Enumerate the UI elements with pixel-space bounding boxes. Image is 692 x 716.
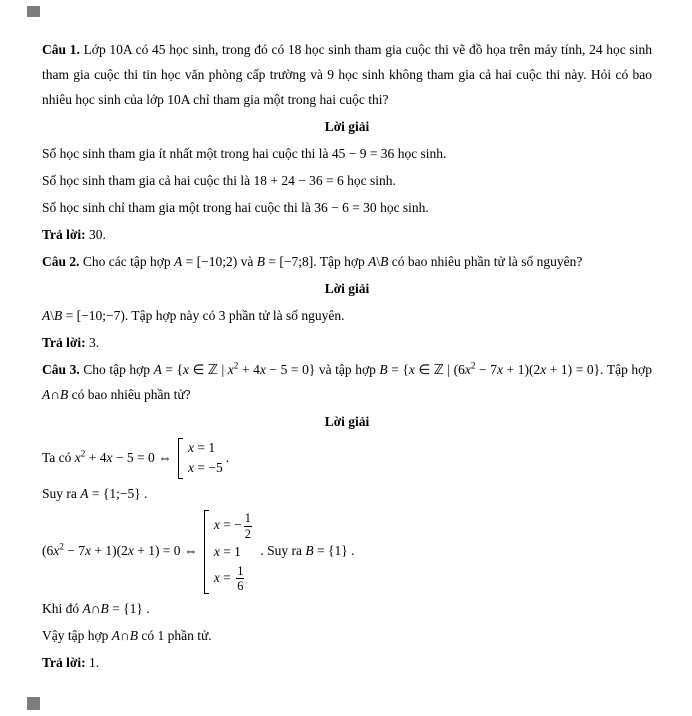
q1-solution-line-2: Số học sinh tham gia cả hai cuộc thi là 18 + 24 − 36 = 6 học sinh.	[42, 172, 396, 188]
q3-solution-line-3: $(6x^2 - 7x + 1)(2x + 1) = 0$ ⇔ x = − $\frac{1}{2}$ x = 1 x = $\frac{1}{6}$ . Suy ra B = {1} .	[42, 511, 355, 594]
q3-answer	[42, 651, 652, 676]
q2-statement	[42, 250, 652, 275]
q3-statement	[42, 358, 652, 408]
page-edge-mark-top	[27, 6, 40, 17]
q1-solution-line-1: Số học sinh tham gia ít nhất một trong hai cuộc thi là 45 − 9 = 36 học sinh.	[42, 145, 447, 161]
q1-answer-label: Trả lời:	[42, 226, 86, 242]
q2-statement-text: Cho các tập hợp A = [−10;2) và B = [−7;8]. Tập hợp A\B có bao nhiêu phần tử là số nguyên?	[82, 253, 583, 269]
q3-solution-line-2: Suy ra A = {1;−5} .	[42, 486, 148, 502]
q3-solution-line-4: Khi đó A∩B = {1} .	[42, 601, 150, 617]
q1-statement	[42, 38, 652, 113]
q2-answer-label: Trả lời:	[42, 334, 86, 350]
q3-label: Câu 3.	[42, 361, 80, 377]
q3-solution-line-1: Ta có $x^2 + 4x - 5 = 0$ ⇔ x = 1 x = −5 .	[42, 437, 652, 481]
q1-answer	[42, 223, 652, 248]
q1-solution-line-3: Số học sinh chỉ tham gia một trong hai cuộc thi là 36 − 6 = 30 học sinh.	[42, 199, 429, 215]
q2-answer	[42, 331, 652, 356]
math-document	[42, 38, 652, 678]
q2-label: Câu 2.	[42, 253, 80, 269]
q2-solution-heading: Lời giải	[324, 280, 370, 296]
q3-solution-line-5: Vậy tập hợp A∩B có 1 phần tử.	[42, 628, 212, 644]
q2-answer-value: 3.	[88, 334, 100, 350]
page-edge-mark-bottom	[27, 697, 40, 710]
q1-statement-text: Lớp 10A có 45 học sinh, trong đó có 18 học sinh tham gia cuộc thi vẽ đồ họa trên máy tính, 24 học sinh tham gia cuộc thi tin học văn phòng cấp trường và 9 học sinh không tham gia cả hai cuộc thi này. Hỏi có bao nhiêu học sinh của lớp 10A chỉ tham gia một trong hai cuộc thi?	[42, 42, 653, 107]
q2-solution-line-1: A\B = [−10;−7). Tập hợp này có 3 phần tử là số nguyên.	[42, 307, 345, 323]
q1-solution-heading: Lời giải	[324, 118, 370, 134]
q3-statement-text: Cho tập hợp A = {x ∈ ℤ | $x^2 + 4x - 5 = 0$} và tập hợp B = {x ∈ ℤ | $(6x^2 - 7x + 1)(2x + 1) = 0$}. Tập hợp A∩B có bao nhiêu phần tử?	[42, 360, 653, 402]
q3-answer-value: 1.	[88, 655, 100, 671]
q1-label: Câu 1.	[42, 42, 80, 57]
q3-answer-label: Trả lời:	[42, 655, 86, 671]
q1-answer-value: 30.	[88, 226, 106, 242]
q3-solution-heading: Lời giải	[324, 413, 370, 429]
